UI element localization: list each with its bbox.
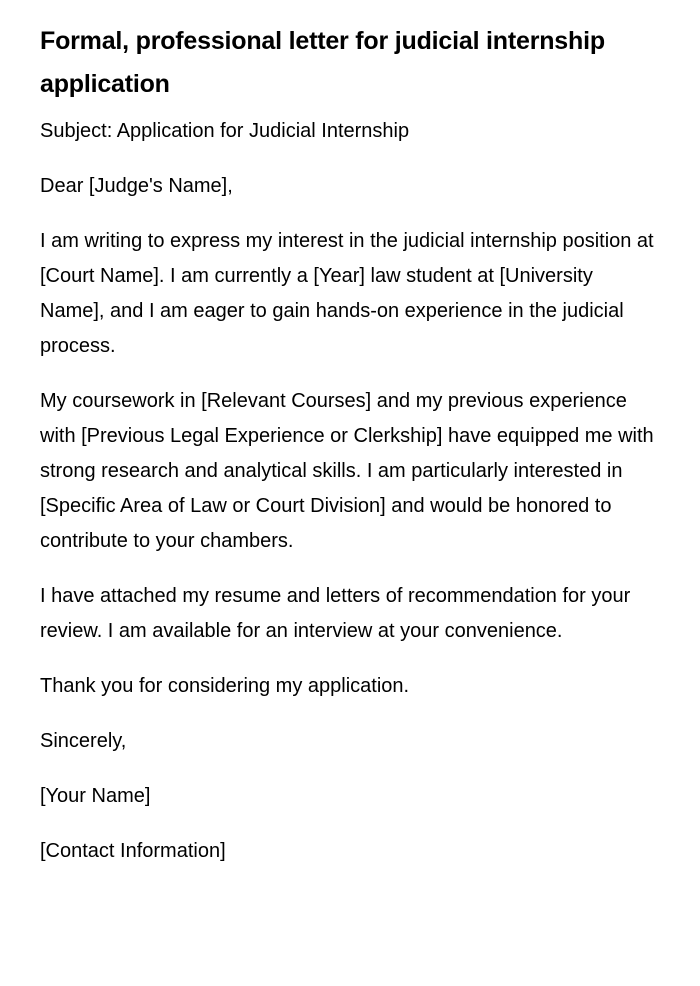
signature-name: [Your Name] bbox=[40, 785, 151, 807]
salutation: Dear [Judge's Name], bbox=[40, 175, 233, 197]
closing: Sincerely, bbox=[40, 730, 127, 752]
subject-line: Subject: Application for Judicial Internship bbox=[40, 120, 410, 142]
paragraph-thanks: Thank you for considering my application. bbox=[40, 675, 410, 697]
contact-information: [Contact Information] bbox=[40, 840, 226, 862]
paragraph-experience: My coursework in [Relevant Courses] and my previous experience with [Previous Legal Experience or Clerkship] have equipped me with strong research and analytical skills. I am particularly interested in [Specific Area of Law or Court Division] and would be honored to contribute to your chambers. bbox=[40, 390, 654, 552]
paragraph-interest: I am writing to express my interest in the judicial internship position at [Court Name]. I am currently a [Year] law student at [University Name], and I am eager to gain hands-on experience in the judicial process. bbox=[40, 230, 654, 357]
paragraph-attachments: I have attached my resume and letters of recommendation for your review. I am available for an interview at your convenience. bbox=[40, 585, 631, 642]
document-title: Formal, professional letter for judicial internship application bbox=[40, 27, 605, 98]
